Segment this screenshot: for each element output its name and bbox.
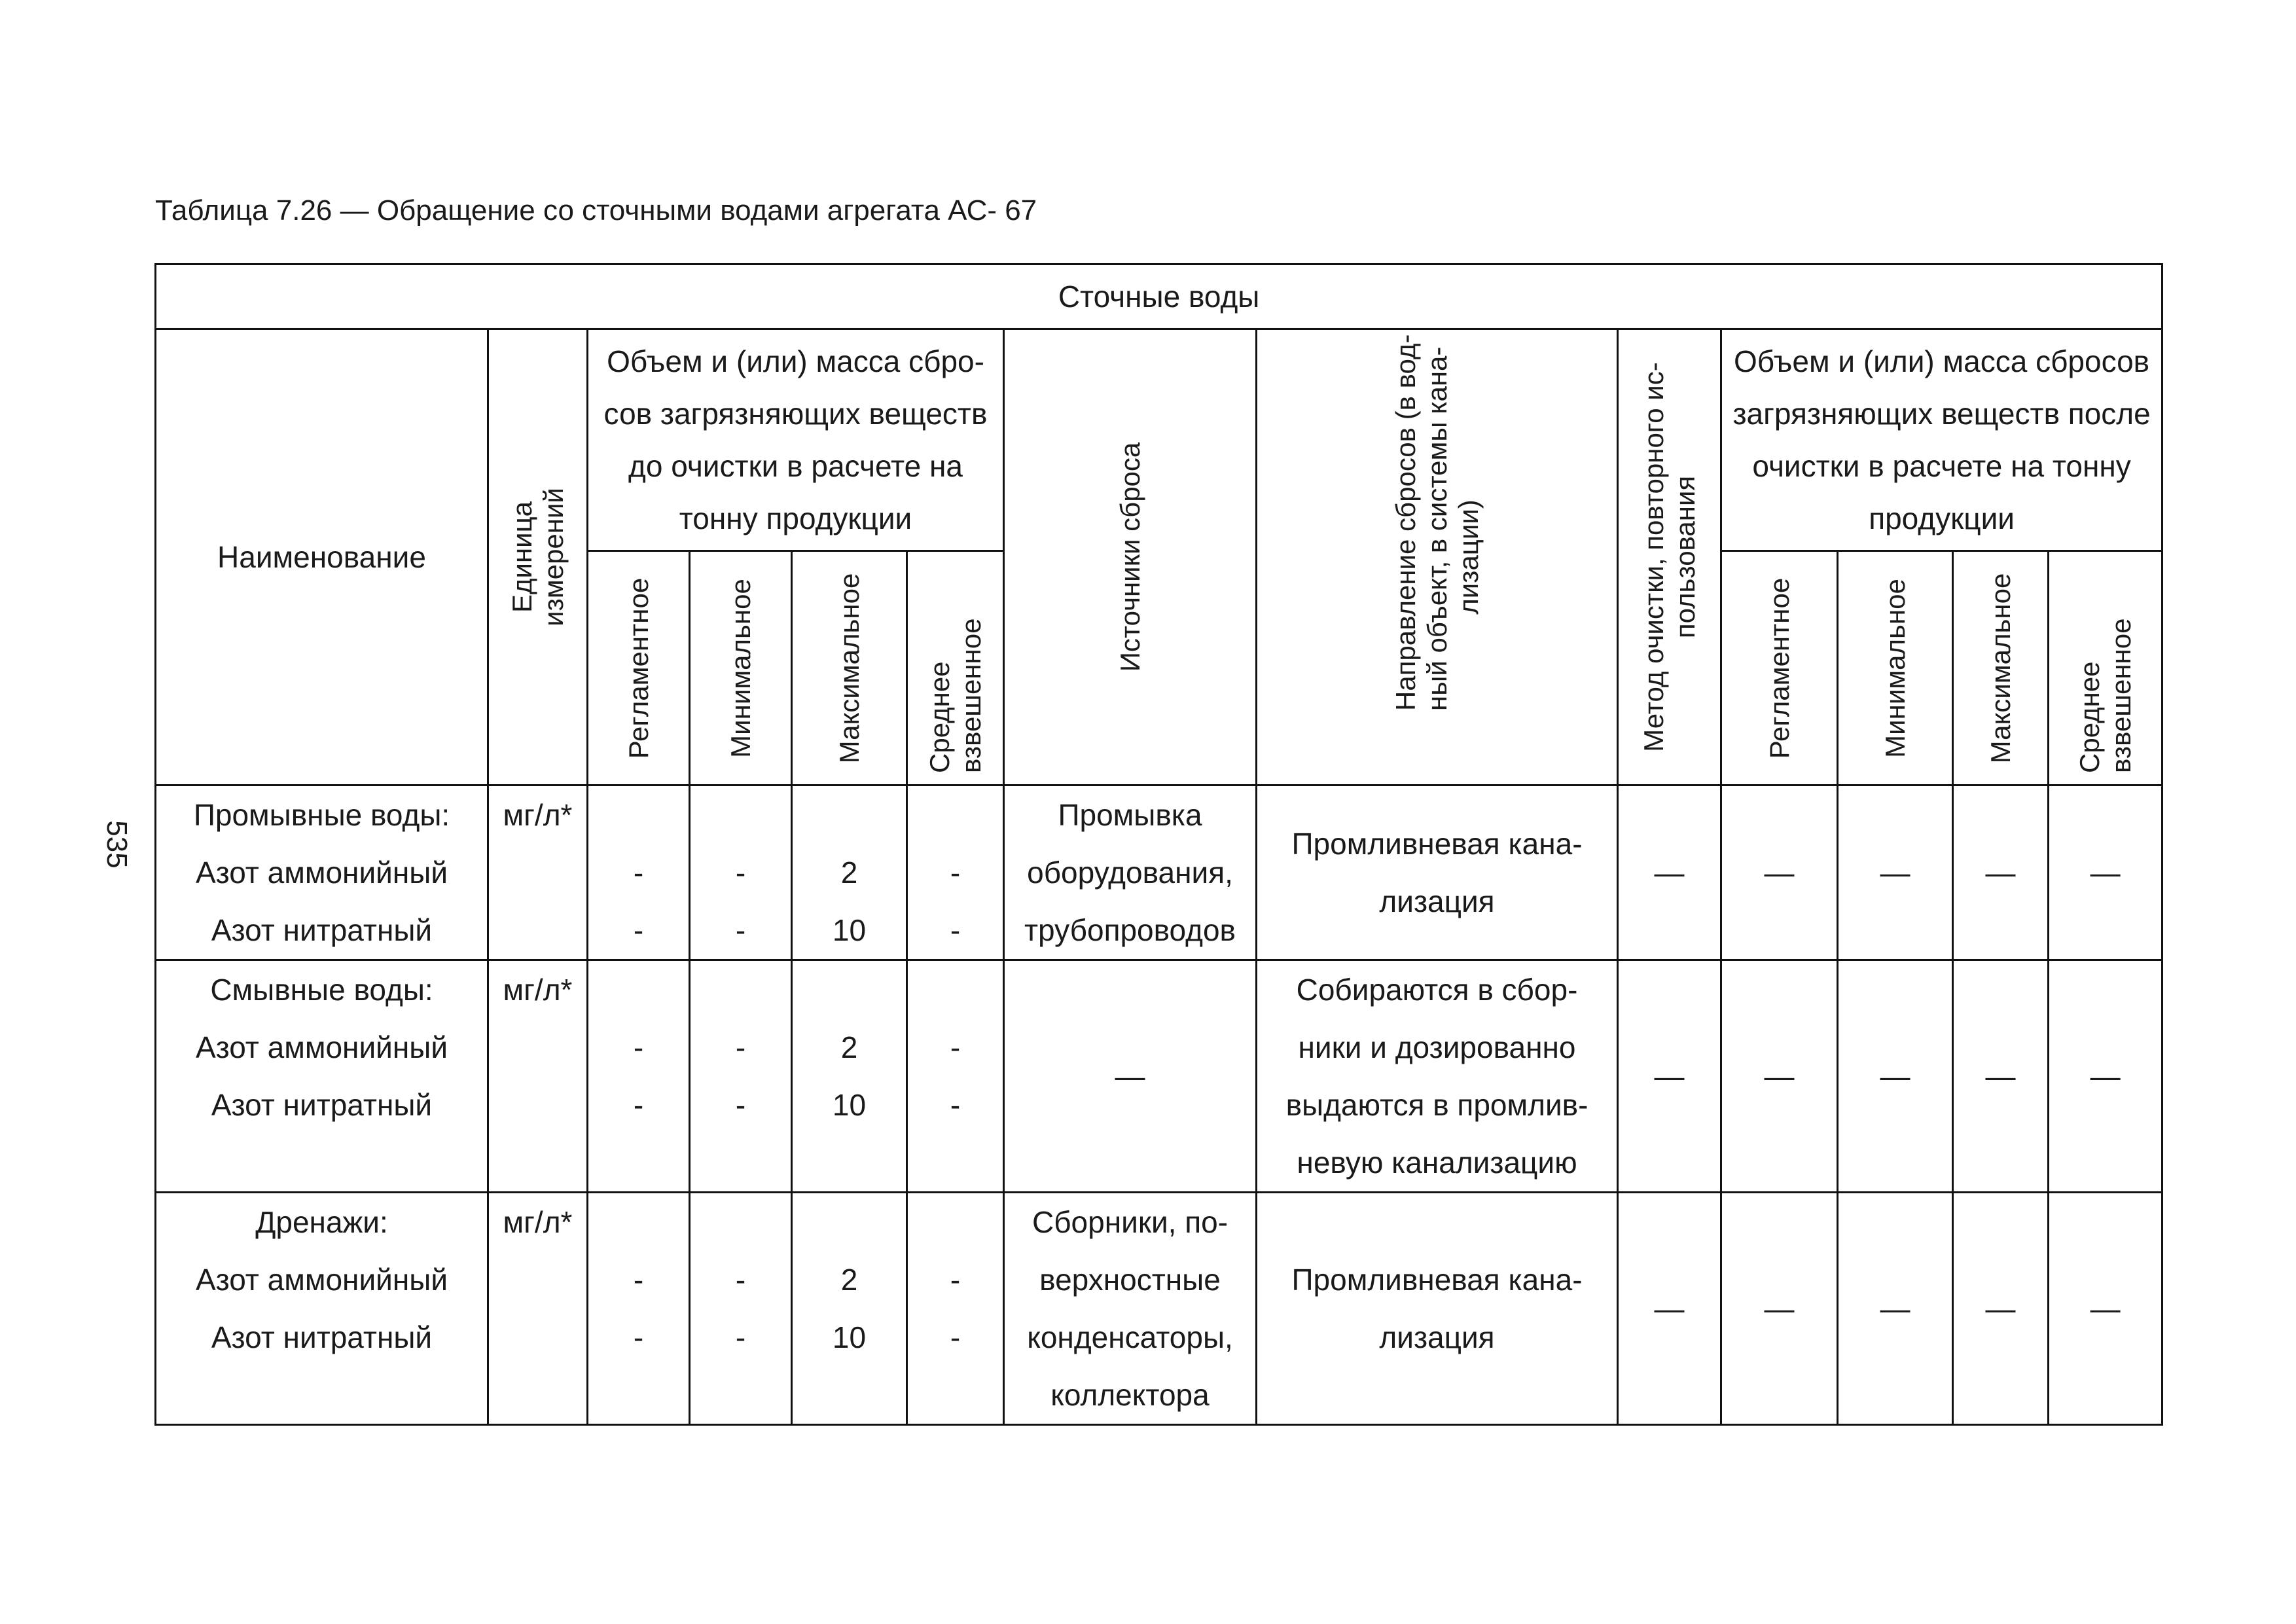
wastewater-table	[154, 263, 2163, 1426]
row-name: Дренажи: Азот аммонийный Азот нитратный	[156, 1193, 488, 1425]
row-direction: Собираются в сбор- ники и дозированно выдаются в промлив- невую канализацию	[1257, 960, 1618, 1193]
row-after-max: —	[1953, 1193, 2049, 1425]
row-source: —	[1004, 960, 1257, 1193]
table-caption: Таблица 7.26 — Обращение со сточными водами агрегата АС- 67	[155, 194, 1037, 226]
row-source: Промывка оборудования, трубопроводов	[1004, 785, 1257, 960]
row-before-min: - -	[690, 785, 792, 960]
row-after-min: —	[1838, 785, 1953, 960]
row-before-reg: - -	[588, 960, 690, 1193]
row-before-max: 2 10	[792, 1193, 907, 1425]
row-after-min: —	[1838, 960, 1953, 1193]
row-source: Сборники, по- верхностные конденсаторы, коллектора	[1004, 1193, 1257, 1425]
row-method: —	[1618, 1193, 1721, 1425]
row-method: —	[1618, 785, 1721, 960]
row-name: Промывные воды: Азот аммонийный Азот нитратный	[156, 785, 488, 960]
header-before-avg: Среднее взвешенное	[907, 551, 1004, 785]
row-after-max: —	[1953, 960, 2049, 1193]
row-after-reg: —	[1721, 785, 1838, 960]
header-unit: Единица измерений	[488, 329, 588, 785]
header-before-min: Минимальное	[690, 551, 792, 785]
table-row	[156, 785, 2162, 960]
header-after-max: Максимальное	[1953, 551, 2049, 785]
row-before-min: - -	[690, 1193, 792, 1425]
row-after-max: —	[1953, 785, 2049, 960]
row-method: —	[1618, 960, 1721, 1193]
row-after-min: —	[1838, 1193, 1953, 1425]
header-method: Метод очистки, повторного ис- пользования	[1618, 329, 1721, 785]
row-before-avg: - -	[907, 1193, 1004, 1425]
row-after-reg: —	[1721, 1193, 1838, 1425]
header-direction: Направление сбросов (в вод- ный объект, в системы кана- лизации)	[1257, 329, 1618, 785]
header-after-group: Объем и (или) масса сбросов загрязняющих веществ после очистки в расчете на тонну продукции	[1721, 329, 2162, 551]
header-before-max: Максимальное	[792, 551, 907, 785]
row-before-reg: - -	[588, 785, 690, 960]
header-before-group: Объем и (или) масса сбро- сов загрязняющих веществ до очистки в расчете на тонну продукции	[588, 329, 1004, 551]
row-direction: Промливневая кана- лизация	[1257, 1193, 1618, 1425]
header-after-avg: Среднее взвешенное	[2049, 551, 2162, 785]
header-before-reg: Регламентное	[588, 551, 690, 785]
header-name: Наименование	[156, 329, 488, 785]
page-number: 535	[101, 820, 133, 869]
header-source: Источники сброса	[1004, 329, 1257, 785]
row-unit: мг/л*	[488, 1193, 588, 1425]
row-before-max: 2 10	[792, 960, 907, 1193]
row-before-min: - -	[690, 960, 792, 1193]
table-row	[156, 960, 2162, 1193]
row-direction: Промливневая кана- лизация	[1257, 785, 1618, 960]
row-unit: мг/л*	[488, 960, 588, 1193]
row-after-avg: —	[2049, 960, 2162, 1193]
row-before-max: 2 10	[792, 785, 907, 960]
row-before-avg: - -	[907, 960, 1004, 1193]
row-unit: мг/л*	[488, 785, 588, 960]
row-after-reg: —	[1721, 960, 1838, 1193]
row-name: Смывные воды: Азот аммонийный Азот нитратный	[156, 960, 488, 1193]
header-after-min: Минимальное	[1838, 551, 1953, 785]
row-before-avg: - -	[907, 785, 1004, 960]
table-row	[156, 1193, 2162, 1425]
row-before-reg: - -	[588, 1193, 690, 1425]
row-after-avg: —	[2049, 785, 2162, 960]
header-top: Сточные воды	[156, 264, 2162, 329]
row-after-avg: —	[2049, 1193, 2162, 1425]
header-after-reg: Регламентное	[1721, 551, 1838, 785]
